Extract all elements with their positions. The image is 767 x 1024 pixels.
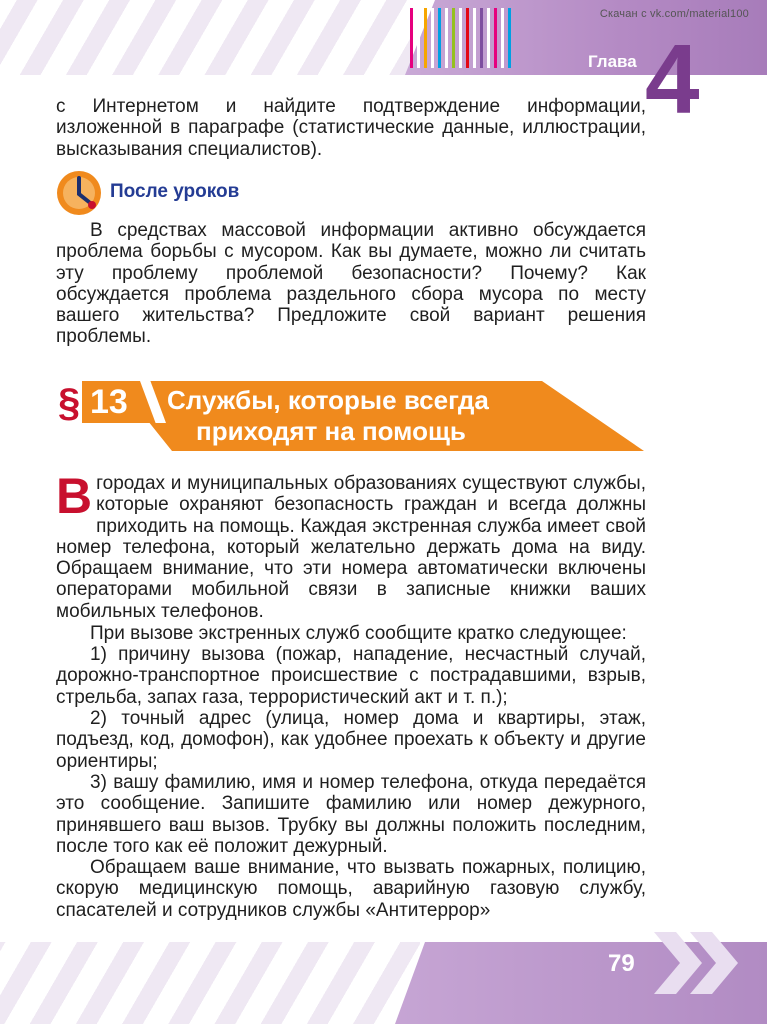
watermark: Скачан с vk.com/material100 (599, 8, 749, 20)
drop-cap: В (56, 468, 93, 524)
header-stripes (0, 0, 410, 75)
barcode-stripe (508, 8, 511, 68)
barcode-stripe (410, 8, 413, 68)
clock-icon (56, 170, 102, 216)
body-list-item-1: 1) причину вызова (пожар, нападение, несчастный случай, дорожно-транспортное происшествие с пострадавшими, взрыв, стрельба, запах газа, террористический акт и т. п.); (56, 644, 646, 708)
chapter-number: 4 (645, 24, 700, 134)
footer-stripes (0, 942, 420, 1024)
body-list-item-2: 2) точный адрес (улица, номер дома и квартиры, этаж, подъезд, код, домофон), как удобнее проехать к объекту и другие ориентиры; (56, 708, 646, 772)
body-paragraph-1-text: городах и муниципальных образованиях существуют службы, которые охраняют безопасность граждан и всегда должны приходить на помощь. Каждая экстренная служба имеет свой номер телефона, который желательно держать дома на виду. Обращаем внимание, что эти номера автоматически включены операторами мобильной связи в записные книжки ваших мобильных телефонов. (56, 473, 646, 622)
barcode-stripe (445, 8, 448, 68)
chapter-label: Глава (588, 52, 637, 71)
section-sign: § (58, 381, 81, 425)
barcode-stripe (487, 8, 490, 68)
barcode-stripe (431, 8, 434, 68)
body-paragraph-2: При вызове экстренных служб сообщите кратко следующее: (90, 623, 627, 644)
after-lessons-paragraph: В средствах массовой информации активно обсуждается проблема борьбы с мусором. Как вы думаете, можно ли считать эту проблему проблемой безопасности? Почему? Как обсуждается проблема раздельного сбора мусора по месту вашего жительства? Предложите свой вариант решения проблемы. (56, 220, 646, 348)
section-title-line2: приходят на помощь (196, 416, 466, 446)
double-chevron-right-icon[interactable] (650, 928, 740, 998)
body-list-item-3: 3) вашу фамилию, имя и номер телефона, откуда передаётся это сообщение. Запишите фамилию или номер дежурного, принявшего ваш вызов. Трубку вы должны положить последним, после того как её положит дежурный. (56, 772, 646, 857)
barcode-stripe (424, 8, 427, 68)
intro-paragraph: с Интернетом и найдите подтверждение информации, изложенной в параграфе (статистические данные, иллюстрации, высказывания специалистов). (56, 96, 646, 160)
barcode-stripe (452, 8, 455, 68)
barcode-stripe (459, 8, 462, 68)
barcode-stripe (417, 8, 420, 68)
section-number: 13 (90, 383, 128, 421)
barcode-stripe (466, 8, 469, 68)
after-lessons-title: После уроков (110, 181, 240, 202)
barcode-stripe (473, 8, 476, 68)
body-paragraph-1 (56, 468, 646, 622)
barcode-stripe (480, 8, 483, 68)
color-barcode (410, 8, 511, 68)
barcode-stripe (438, 8, 441, 68)
barcode-stripe (494, 8, 497, 68)
body-paragraph-6: Обращаем ваше внимание, что вызвать пожарных, полицию, скорую медицинскую помощь, аварийную газовую службу, спасателей и сотрудников службы «Антитеррор» (56, 857, 646, 921)
barcode-stripe (501, 8, 504, 68)
section-title-line1: Службы, которые всегда (167, 385, 489, 415)
page-number: 79 (608, 950, 635, 977)
